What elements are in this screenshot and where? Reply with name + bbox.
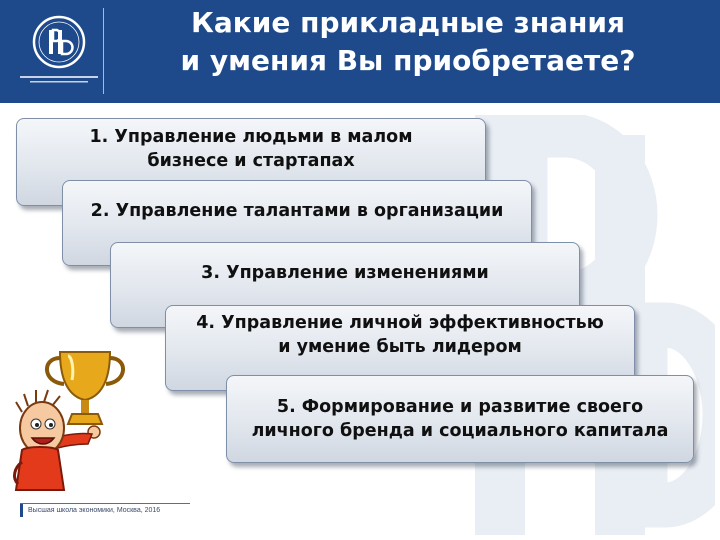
header-divider <box>103 8 104 94</box>
list-item-1-text: 1. Управление людьми в малом бизнесе и стартапах <box>89 127 413 171</box>
list-item-2-text: 2. Управление талантами в организации <box>90 201 504 221</box>
slide-title-line-1: Какие прикладные знания <box>190 6 626 39</box>
hse-logo-icon <box>14 8 104 93</box>
trophy-mascot-icon <box>8 350 158 500</box>
list-item-5 <box>226 375 694 463</box>
slide-header <box>0 0 720 103</box>
list-item-5-text: 5. Формирование и развитие своего личного бренда и социального капитала <box>251 397 669 441</box>
footer-divider <box>20 503 190 504</box>
list-item-3-text: 3. Управление изменениями <box>201 263 489 283</box>
footer-accent <box>20 503 23 517</box>
slide-title <box>108 4 708 80</box>
slide-title-line-2: и умения Вы приобретаете? <box>180 44 636 77</box>
list-item-4-text: 4. Управление личной эффективностью и умение быть лидером <box>196 313 604 357</box>
footer-text: Высшая школа экономики, Москва, 2016 <box>28 507 161 514</box>
